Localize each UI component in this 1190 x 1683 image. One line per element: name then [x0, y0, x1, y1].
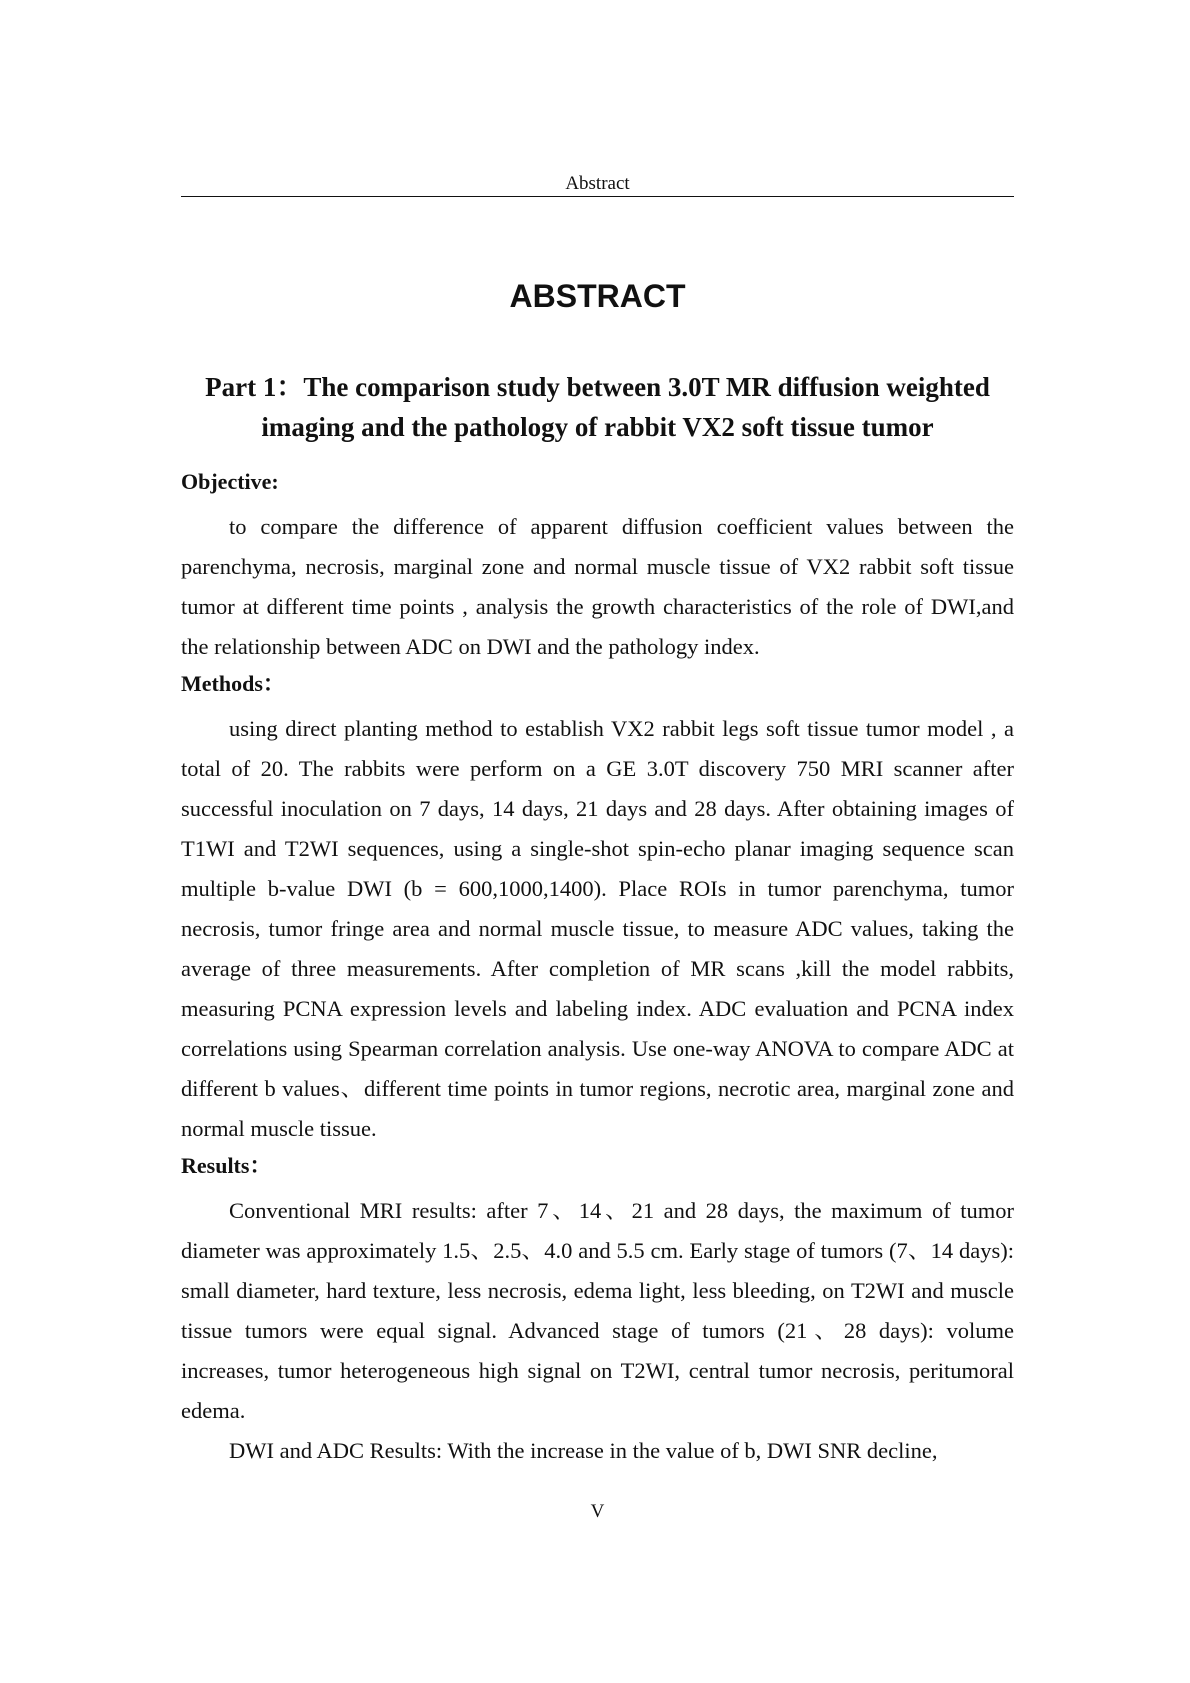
results-heading: Results：: [181, 1153, 272, 1178]
page-number: V: [590, 1501, 605, 1522]
methods-paragraph: using direct planting method to establish VX2 rabbit legs soft tissue tumor model , a total of 20. The rabbits were perform on a GE 3.0T discovery 750 MRI scanner after successful inoculation on 7 days, 14 days, 21 days and 28 days. After obtaining images of T1WI and T2WI sequences, using a single-shot spin-echo planar imaging sequence scan multiple b-value DWI (b = 600,1000,1400). Place ROIs in tumor parenchyma, tumor necrosis, tumor fringe area and normal muscle tissue, to measure ADC values, taking the average of three measurements. After completion of MR scans ,kill the model rabbits, measuring PCNA expression levels and labeling index. ADC evaluation and PCNA index correlations using Spearman correlation analysis. Use one-way ANOVA to compare ADC at different b values、different time points in tumor regions, necrotic area, marginal zone and normal muscle tissue.: [181, 716, 1014, 1141]
objective-paragraph: to compare the difference of apparent diffusion coefficient values between the parenchyma, necrosis, marginal zone and normal muscle tissue of VX2 rabbit soft tissue tumor at different time points , analysis the growth characteristics of the role of DWI,and the relationship between ADC on DWI and the pathology index.: [181, 514, 1014, 659]
results-paragraph-1: Conventional MRI results: after 7、14、21 and 28 days, the maximum of tumor diameter was approximately 1.5、2.5、4.0 and 5.5 cm. Early stage of tumors (7、14 days): small diameter, hard texture, less necrosis, edema light, less bleeding, on T2WI and muscle tissue tumors were equal signal. Advanced stage of tumors (21、28 days): volume increases, tumor heterogeneous high signal on T2WI, central tumor necrosis, peritumoral edema.: [181, 1198, 1014, 1423]
objective-heading: Objective:: [181, 469, 279, 494]
page-title: ABSTRACT: [509, 278, 686, 314]
part-title: [181, 367, 1014, 447]
header-rule: [181, 196, 1014, 197]
results-paragraph-2: DWI and ADC Results: With the increase in the value of b, DWI SNR decline,: [229, 1438, 938, 1463]
part-title-line-1: Part 1：The comparison study between 3.0T MR diffusion weighted: [205, 372, 990, 402]
running-header: Abstract: [565, 173, 630, 194]
part-title-line-2: imaging and the pathology of rabbit VX2 soft tissue tumor: [261, 412, 934, 442]
methods-heading: Methods：: [181, 671, 285, 696]
abstract-body: [181, 467, 1014, 1471]
